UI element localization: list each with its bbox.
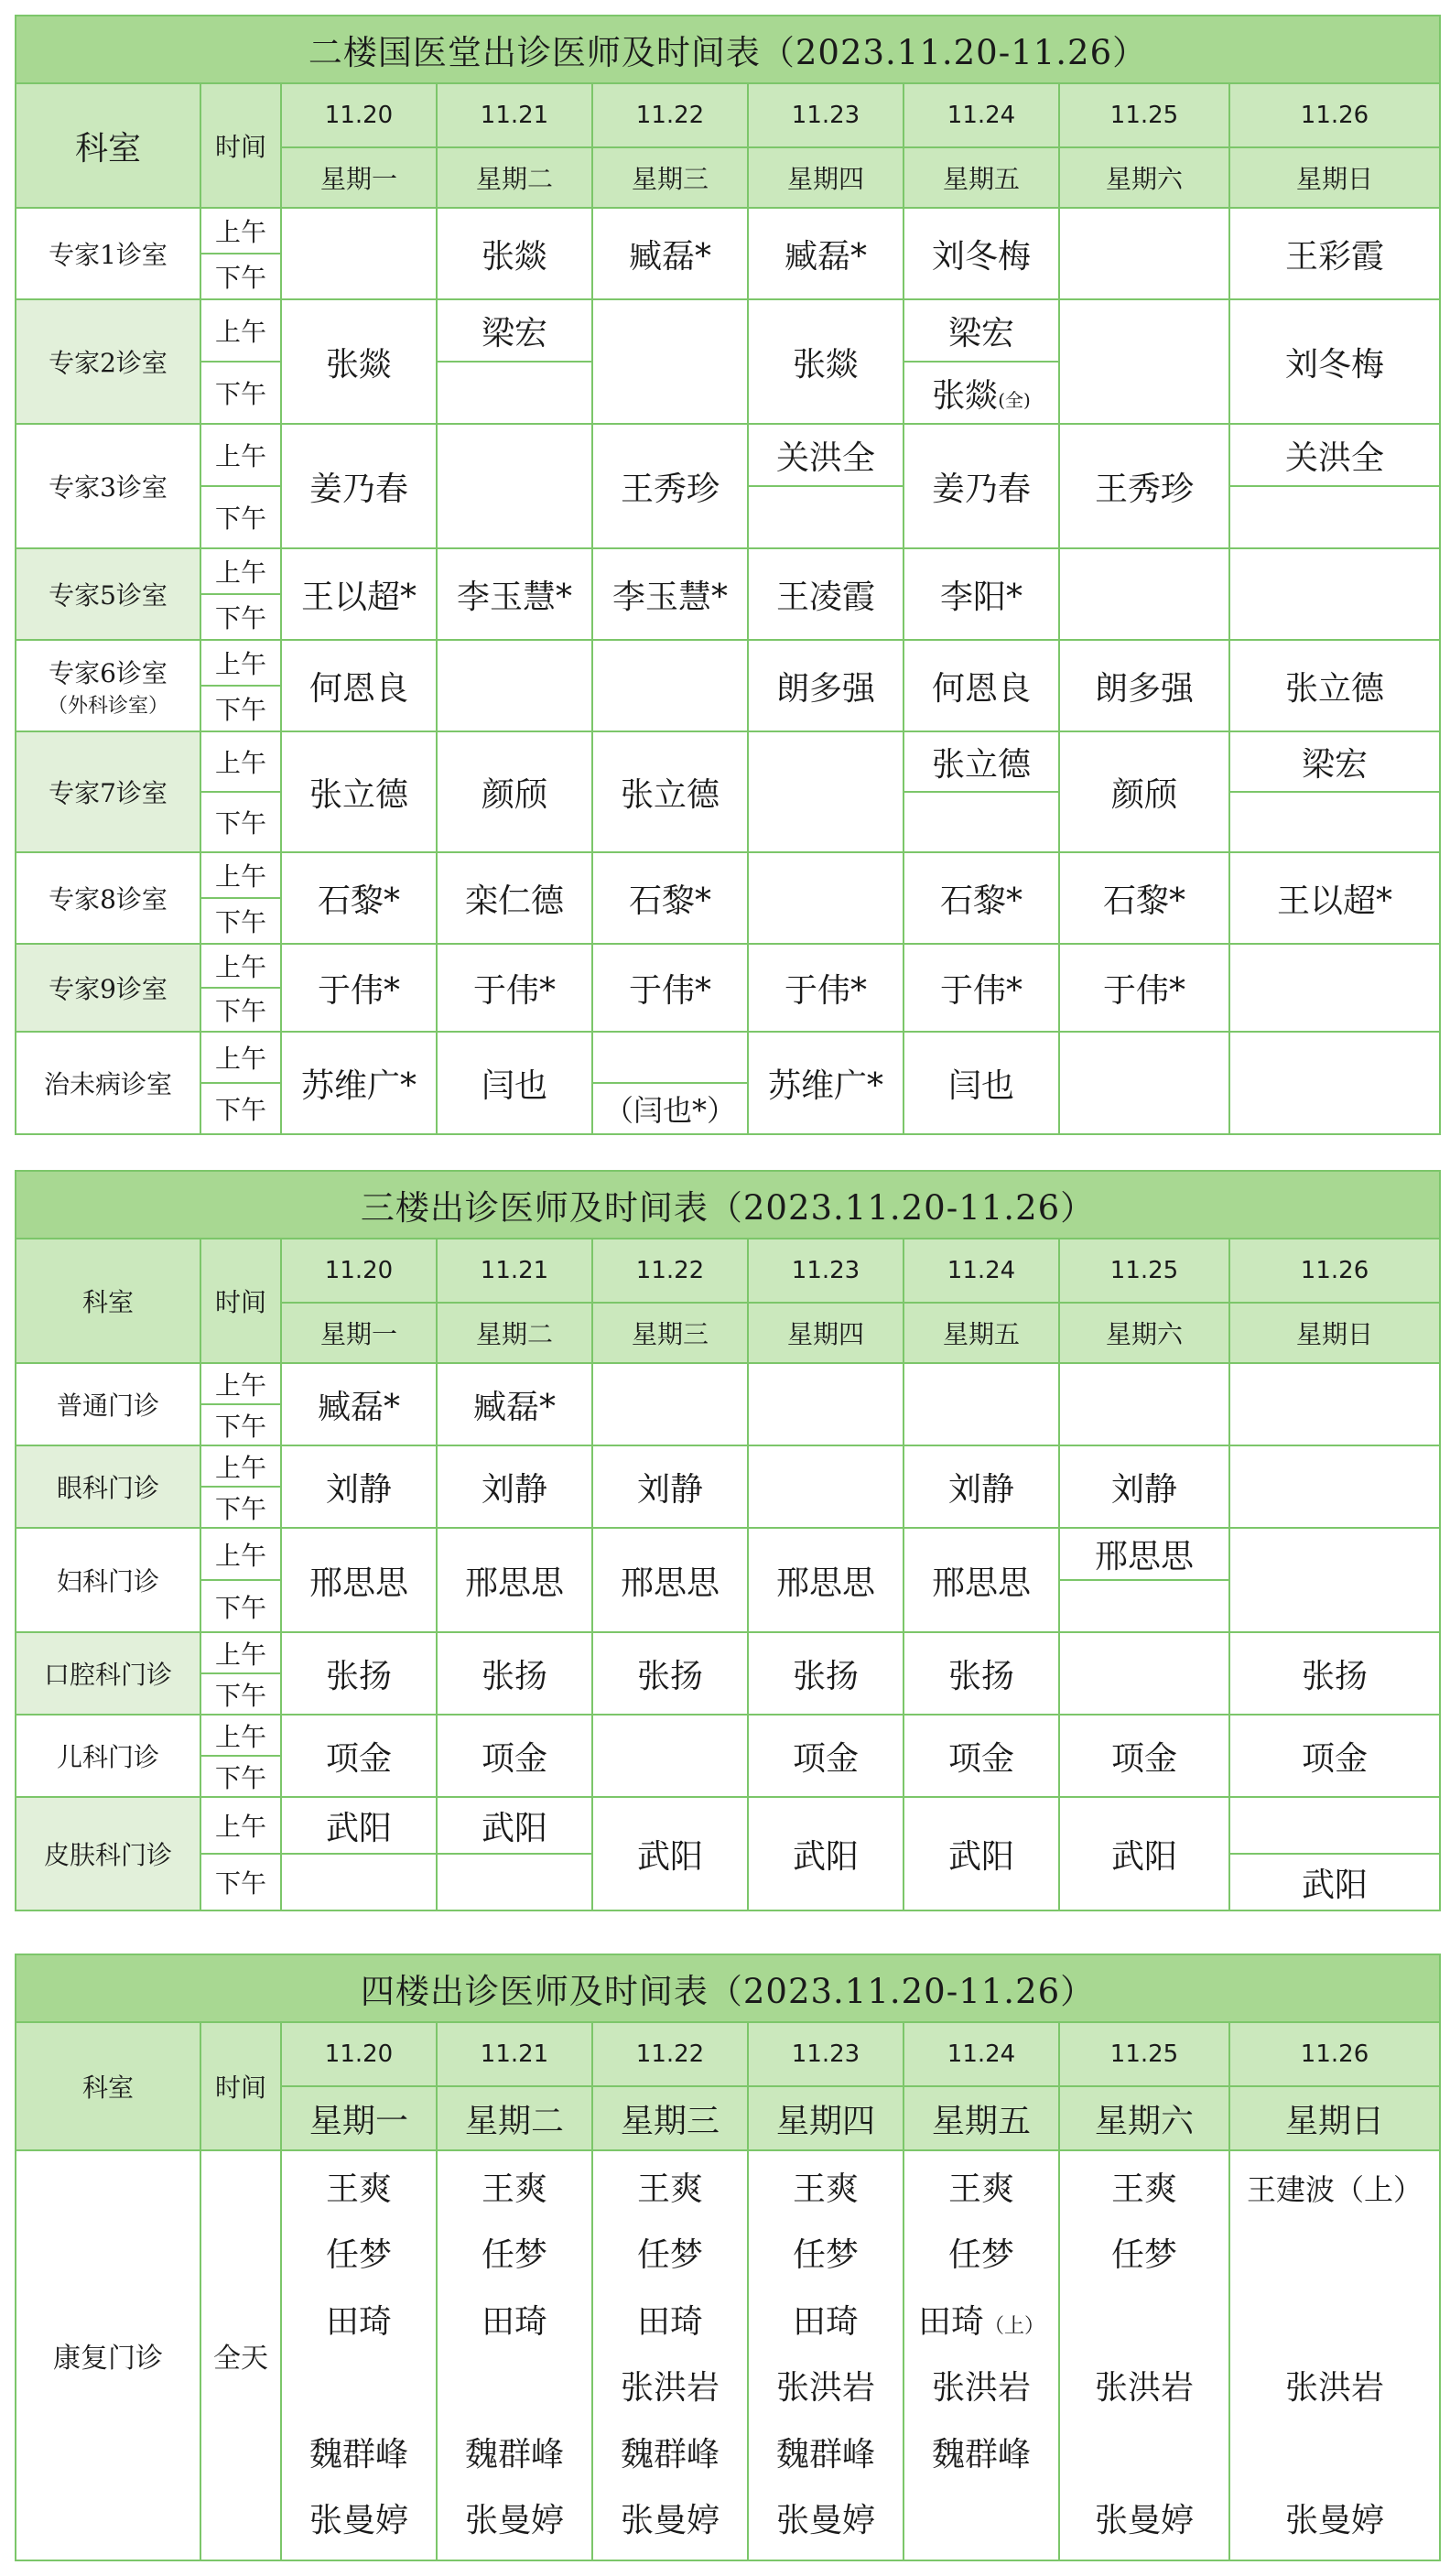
schedule-cell <box>592 1032 748 1083</box>
schedule-cell: 邢思思 <box>281 1528 437 1632</box>
schedule-cell: 武阳 <box>904 1797 1059 1910</box>
schedule-cell: 张扬 <box>748 1632 904 1715</box>
time-pm: 下午 <box>200 988 281 1032</box>
doctor-name: 张洪岩 <box>620 2369 720 2407</box>
doctor-name: 张洪岩 <box>931 2369 1031 2407</box>
schedule-cell <box>1229 486 1440 548</box>
time-am: 上午 <box>200 1632 281 1673</box>
schedule-cell <box>592 1363 748 1445</box>
schedule-cell: 于伟* <box>748 944 904 1032</box>
room-name: 专家1诊室 <box>16 208 200 299</box>
schedule-cell: 刘冬梅 <box>1229 299 1440 424</box>
schedule-cell <box>904 1363 1059 1445</box>
time-pm: 下午 <box>200 1404 281 1445</box>
all-day-note: (全) <box>998 388 1031 411</box>
schedule-cell <box>748 1445 904 1528</box>
schedule-cell: 臧磊* <box>748 208 904 299</box>
schedule-cell: 关洪全 <box>748 424 904 486</box>
weekday-wed: 星期三 <box>592 1303 748 1363</box>
schedule-cell <box>1059 1632 1229 1715</box>
schedule-cell: 苏维广* <box>281 1032 437 1134</box>
room-name: 口腔科门诊 <box>16 1632 200 1715</box>
time-am: 上午 <box>200 640 281 686</box>
schedule-cell: 闫也 <box>437 1032 592 1134</box>
schedule-cell: 邢思思 <box>1059 1528 1229 1580</box>
room-name: 专家5诊室 <box>16 548 200 640</box>
doctor-name <box>1230 2223 1439 2289</box>
room-name-sub: （外科诊室） <box>47 694 168 718</box>
schedule-cell: 臧磊* <box>592 208 748 299</box>
doctor-name: 张曼婷 <box>308 2502 408 2539</box>
schedule-cell: 李阳* <box>904 548 1059 640</box>
doctor-name: 王爽 <box>1110 2170 1177 2208</box>
time-am: 上午 <box>200 1797 281 1854</box>
doctor-name: 田琦 <box>792 2302 859 2341</box>
date-1121: 11.21 <box>437 2022 592 2086</box>
time-pm: 下午 <box>200 1580 281 1632</box>
schedule-cell: 张扬 <box>904 1632 1059 1715</box>
doctor-name: 张洪岩 <box>1094 2369 1194 2407</box>
schedule-cell: 于伟* <box>281 944 437 1032</box>
time-pm: 下午 <box>200 1854 281 1910</box>
schedule-cell: 于伟* <box>437 944 592 1032</box>
doctor-name: 王爽 <box>481 2170 547 2208</box>
schedule-cell: 张扬 <box>281 1632 437 1715</box>
schedule-cell: 张立德 <box>281 731 437 852</box>
weekday-tue: 星期二 <box>437 2086 592 2150</box>
schedule-cell <box>748 852 904 944</box>
schedule-cell: 于伟* <box>1059 944 1229 1032</box>
doctor-name: 任梦 <box>325 2236 392 2274</box>
schedule-cell: 王以超* <box>281 548 437 640</box>
schedule-cell <box>904 362 1059 424</box>
schedule-cell: 项金 <box>437 1715 592 1797</box>
date-1120: 11.20 <box>281 1239 437 1303</box>
time-pm: 下午 <box>200 362 281 424</box>
doctor-name <box>1060 2422 1228 2489</box>
schedule-cell <box>281 208 437 299</box>
doctor-name <box>1060 2289 1228 2356</box>
schedule-cell: 项金 <box>904 1715 1059 1797</box>
doctor-name <box>438 2355 591 2422</box>
room-name <box>16 640 200 731</box>
time-am: 上午 <box>200 299 281 362</box>
schedule-cell: 邢思思 <box>592 1528 748 1632</box>
date-1121: 11.21 <box>437 83 592 147</box>
schedule-cell: 于伟* <box>904 944 1059 1032</box>
room-name: 妇科门诊 <box>16 1528 200 1632</box>
schedule-cell: 武阳 <box>748 1797 904 1910</box>
schedule-cell: 刘静 <box>1059 1445 1229 1528</box>
doctor-name: 张曼婷 <box>620 2502 720 2539</box>
schedule-cell: 武阳 <box>437 1797 592 1854</box>
weekday-mon: 星期一 <box>281 1303 437 1363</box>
schedule-cell: 石黎* <box>1059 852 1229 944</box>
schedule-cell <box>592 299 748 424</box>
weekday-sat: 星期六 <box>1059 147 1229 208</box>
schedule-cell: 张立德 <box>592 731 748 852</box>
time-all-day: 全天 <box>200 2150 281 2560</box>
time-pm: 下午 <box>200 486 281 548</box>
floor2-title: 二楼国医堂出诊医师及时间表（2023.11.20-11.26） <box>16 16 1440 83</box>
doctor-name: 魏群峰 <box>775 2435 875 2473</box>
schedule-cell: （闫也*） <box>592 1083 748 1134</box>
date-1124: 11.24 <box>904 1239 1059 1303</box>
doctor-name-with-note <box>904 2289 1058 2356</box>
schedule-cell: 张扬 <box>437 1632 592 1715</box>
doctor-name: 任梦 <box>636 2236 703 2274</box>
weekday-tue: 星期二 <box>437 147 592 208</box>
time-pm: 下午 <box>200 1083 281 1134</box>
schedule-cell <box>1229 1445 1440 1528</box>
doctor-name: 张洪岩 <box>775 2369 875 2407</box>
weekday-thu: 星期四 <box>748 147 904 208</box>
schedule-cell: 张燚 <box>748 299 904 424</box>
schedule-cell <box>904 792 1059 852</box>
schedule-cell: 刘静 <box>592 1445 748 1528</box>
schedule-cell: 王彩霞 <box>1229 208 1440 299</box>
weekday-wed: 星期三 <box>592 2086 748 2150</box>
schedule-cell: 于伟* <box>592 944 748 1032</box>
schedule-cell: 王秀珍 <box>592 424 748 548</box>
schedule-cell <box>1059 208 1229 299</box>
schedule-cell <box>904 2150 1059 2560</box>
schedule-cell: 张燚 <box>437 208 592 299</box>
time-am: 上午 <box>200 1032 281 1083</box>
schedule-cell: 张扬 <box>592 1632 748 1715</box>
date-1122: 11.22 <box>592 83 748 147</box>
schedule-cell: 苏维广* <box>748 1032 904 1134</box>
time-am: 上午 <box>200 548 281 594</box>
floor4-title: 四楼出诊医师及时间表（2023.11.20-11.26） <box>16 1954 1440 2022</box>
schedule-cell: 臧磊* <box>281 1363 437 1445</box>
time-pm: 下午 <box>200 1756 281 1797</box>
time-pm: 下午 <box>200 1673 281 1715</box>
time-am: 上午 <box>200 1528 281 1580</box>
doctor-name: 王爽 <box>792 2170 859 2208</box>
doctor-name: 王建波 <box>1247 2171 1336 2207</box>
date-1126: 11.26 <box>1229 2022 1440 2086</box>
doctor-name: 田琦 <box>325 2302 392 2341</box>
date-1124: 11.24 <box>904 83 1059 147</box>
header-dept: 科室 <box>16 83 200 208</box>
room-name: 普通门诊 <box>16 1363 200 1445</box>
schedule-cell <box>1229 944 1440 1032</box>
date-1123: 11.23 <box>748 83 904 147</box>
time-pm: 下午 <box>200 792 281 852</box>
schedule-cell <box>1229 1797 1440 1854</box>
room-name: 康复门诊 <box>16 2150 200 2560</box>
weekday-fri: 星期五 <box>904 1303 1059 1363</box>
schedule-cell <box>437 640 592 731</box>
schedule-cell <box>281 2150 437 2560</box>
schedule-cell: 刘静 <box>904 1445 1059 1528</box>
room-name: 专家2诊室 <box>16 299 200 424</box>
doctor-name: 魏群峰 <box>464 2435 564 2473</box>
weekday-thu: 星期四 <box>748 2086 904 2150</box>
doctor-name <box>1230 2422 1439 2489</box>
schedule-cell <box>1059 548 1229 640</box>
room-name: 皮肤科门诊 <box>16 1797 200 1910</box>
doctor-name: 张曼婷 <box>1094 2502 1194 2539</box>
doctor-name: 王爽 <box>325 2170 392 2208</box>
schedule-cell <box>437 424 592 548</box>
date-1124: 11.24 <box>904 2022 1059 2086</box>
room-name: 儿科门诊 <box>16 1715 200 1797</box>
time-am: 上午 <box>200 1715 281 1756</box>
date-1125: 11.25 <box>1059 1239 1229 1303</box>
date-1125: 11.25 <box>1059 2022 1229 2086</box>
schedule-cell: 臧磊* <box>437 1363 592 1445</box>
schedule-cell <box>592 2150 748 2560</box>
schedule-cell <box>1059 2150 1229 2560</box>
room-name: 眼科门诊 <box>16 1445 200 1528</box>
schedule-cell: 武阳 <box>1059 1797 1229 1910</box>
time-am: 上午 <box>200 208 281 254</box>
schedule-cell: 刘静 <box>437 1445 592 1528</box>
schedule-cell: 武阳 <box>592 1797 748 1910</box>
time-pm: 下午 <box>200 686 281 731</box>
weekday-sun: 星期日 <box>1229 2086 1440 2150</box>
time-pm: 下午 <box>200 254 281 299</box>
schedule-cell <box>592 640 748 731</box>
floor3-title: 三楼出诊医师及时间表（2023.11.20-11.26） <box>16 1171 1440 1239</box>
doctor-name: 田琦 <box>917 2302 984 2341</box>
schedule-cell: 项金 <box>1059 1715 1229 1797</box>
date-1125: 11.25 <box>1059 83 1229 147</box>
room-name: 专家7诊室 <box>16 731 200 852</box>
schedule-cell: 王以超* <box>1229 852 1440 944</box>
room-name-main: 专家6诊室 <box>49 657 168 688</box>
date-1122: 11.22 <box>592 1239 748 1303</box>
schedule-cell: 项金 <box>748 1715 904 1797</box>
time-am: 上午 <box>200 424 281 486</box>
schedule-cell <box>748 1363 904 1445</box>
weekday-fri: 星期五 <box>904 147 1059 208</box>
doctor-name: 任梦 <box>947 2236 1014 2274</box>
schedule-cell: 张扬 <box>1229 1632 1440 1715</box>
schedule-cell <box>437 2150 592 2560</box>
morning-note: （上） <box>984 2314 1045 2338</box>
schedule-cell <box>1059 1580 1229 1632</box>
floor2-schedule-table <box>15 15 1441 1135</box>
schedule-cell <box>1229 1032 1440 1134</box>
schedule-cell: 石黎* <box>592 852 748 944</box>
schedule-cell: 武阳 <box>1229 1854 1440 1910</box>
weekday-sat: 星期六 <box>1059 1303 1229 1363</box>
doctor-name: 田琦 <box>636 2302 703 2341</box>
time-am: 上午 <box>200 731 281 792</box>
schedule-cell <box>1059 1032 1229 1134</box>
schedule-cell: 邢思思 <box>904 1528 1059 1632</box>
doctor-name: 任梦 <box>792 2236 859 2274</box>
weekday-thu: 星期四 <box>748 1303 904 1363</box>
schedule-cell: 刘冬梅 <box>904 208 1059 299</box>
room-name: 专家9诊室 <box>16 944 200 1032</box>
time-am: 上午 <box>200 944 281 988</box>
doctor-name: 张曼婷 <box>1285 2502 1385 2539</box>
header-dept: 科室 <box>16 2022 200 2150</box>
time-pm: 下午 <box>200 898 281 944</box>
room-name: 专家3诊室 <box>16 424 200 548</box>
schedule-cell <box>592 1715 748 1797</box>
time-am: 上午 <box>200 852 281 898</box>
doctor-name: 魏群峰 <box>308 2435 408 2473</box>
weekday-mon: 星期一 <box>281 147 437 208</box>
weekday-sun: 星期日 <box>1229 147 1440 208</box>
doctor-name: 任梦 <box>1110 2236 1177 2274</box>
doctor-name <box>904 2488 1058 2555</box>
date-1123: 11.23 <box>748 2022 904 2086</box>
schedule-cell: 邢思思 <box>437 1528 592 1632</box>
weekday-sat: 星期六 <box>1059 2086 1229 2150</box>
date-1126: 11.26 <box>1229 83 1440 147</box>
schedule-cell: 闫也 <box>904 1032 1059 1134</box>
header-time: 时间 <box>200 1239 281 1363</box>
weekday-wed: 星期三 <box>592 147 748 208</box>
time-pm: 下午 <box>200 1487 281 1528</box>
floor3-schedule-table <box>15 1170 1441 1911</box>
doctor-name: 王爽 <box>947 2170 1014 2208</box>
doctor-name: 任梦 <box>481 2236 547 2274</box>
schedule-cell: 何恩良 <box>281 640 437 731</box>
schedule-cell: 栾仁德 <box>437 852 592 944</box>
time-pm: 下午 <box>200 594 281 640</box>
header-time: 时间 <box>200 2022 281 2150</box>
date-1123: 11.23 <box>748 1239 904 1303</box>
schedule-cell <box>1229 548 1440 640</box>
doctor-name: 张洪岩 <box>1285 2369 1385 2407</box>
schedule-cell <box>748 486 904 548</box>
header-dept: 科室 <box>16 1239 200 1363</box>
schedule-cell: 颜颀 <box>437 731 592 852</box>
doctor-name <box>1230 2289 1439 2356</box>
weekday-tue: 星期二 <box>437 1303 592 1363</box>
doctor-name: 王爽 <box>636 2170 703 2208</box>
schedule-cell <box>1229 2150 1440 2560</box>
schedule-cell: 李玉慧* <box>592 548 748 640</box>
schedule-cell: 朗多强 <box>1059 640 1229 731</box>
date-1121: 11.21 <box>437 1239 592 1303</box>
schedule-cell: 项金 <box>1229 1715 1440 1797</box>
weekday-mon: 星期一 <box>281 2086 437 2150</box>
schedule-cell: 姜乃春 <box>281 424 437 548</box>
doctor-name: 张曼婷 <box>464 2502 564 2539</box>
schedule-cell <box>437 362 592 424</box>
schedule-cell: 武阳 <box>281 1797 437 1854</box>
doctor-name: 张燚 <box>932 376 999 415</box>
schedule-cell: 石黎* <box>281 852 437 944</box>
schedule-cell <box>1229 1363 1440 1445</box>
schedule-cell <box>748 2150 904 2560</box>
schedule-cell: 刘静 <box>281 1445 437 1528</box>
schedule-cell: 张立德 <box>904 731 1059 792</box>
time-am: 上午 <box>200 1363 281 1404</box>
doctor-name: 张曼婷 <box>775 2502 875 2539</box>
schedule-cell: 王秀珍 <box>1059 424 1229 548</box>
schedule-cell: 朗多强 <box>748 640 904 731</box>
schedule-cell <box>748 731 904 852</box>
room-name: 治未病诊室 <box>16 1032 200 1134</box>
doctor-name: 田琦 <box>481 2302 547 2341</box>
header-time: 时间 <box>200 83 281 208</box>
schedule-cell: 姜乃春 <box>904 424 1059 548</box>
schedule-cell: 梁宏 <box>904 299 1059 362</box>
schedule-cell: 关洪全 <box>1229 424 1440 486</box>
schedule-cell <box>1059 299 1229 424</box>
schedule-cell <box>437 1854 592 1910</box>
date-1120: 11.20 <box>281 2022 437 2086</box>
schedule-cell <box>281 1854 437 1910</box>
schedule-cell <box>1059 1363 1229 1445</box>
weekday-sun: 星期日 <box>1229 1303 1440 1363</box>
weekday-fri: 星期五 <box>904 2086 1059 2150</box>
doctor-name <box>282 2355 436 2422</box>
schedule-cell: 张燚 <box>281 299 437 424</box>
date-1120: 11.20 <box>281 83 437 147</box>
schedule-cell: 王凌霞 <box>748 548 904 640</box>
date-1126: 11.26 <box>1229 1239 1440 1303</box>
schedule-cell: 梁宏 <box>437 299 592 362</box>
schedule-cell: 张立德 <box>1229 640 1440 731</box>
schedule-cell: 何恩良 <box>904 640 1059 731</box>
schedule-cell <box>1229 1528 1440 1632</box>
schedule-cell: 颜颀 <box>1059 731 1229 852</box>
morning-note: （上） <box>1335 2171 1423 2207</box>
date-1122: 11.22 <box>592 2022 748 2086</box>
schedule-cell: 邢思思 <box>748 1528 904 1632</box>
room-name: 专家8诊室 <box>16 852 200 944</box>
schedule-cell <box>1229 792 1440 852</box>
doctor-name-with-note <box>1230 2157 1439 2224</box>
schedule-cell: 李玉慧* <box>437 548 592 640</box>
doctor-name: 魏群峰 <box>620 2435 720 2473</box>
schedule-cell: 石黎* <box>904 852 1059 944</box>
schedule-cell: 项金 <box>281 1715 437 1797</box>
floor4-schedule-table <box>15 1954 1441 2561</box>
time-am: 上午 <box>200 1445 281 1487</box>
doctor-name: 魏群峰 <box>931 2435 1031 2473</box>
schedule-cell: 梁宏 <box>1229 731 1440 792</box>
